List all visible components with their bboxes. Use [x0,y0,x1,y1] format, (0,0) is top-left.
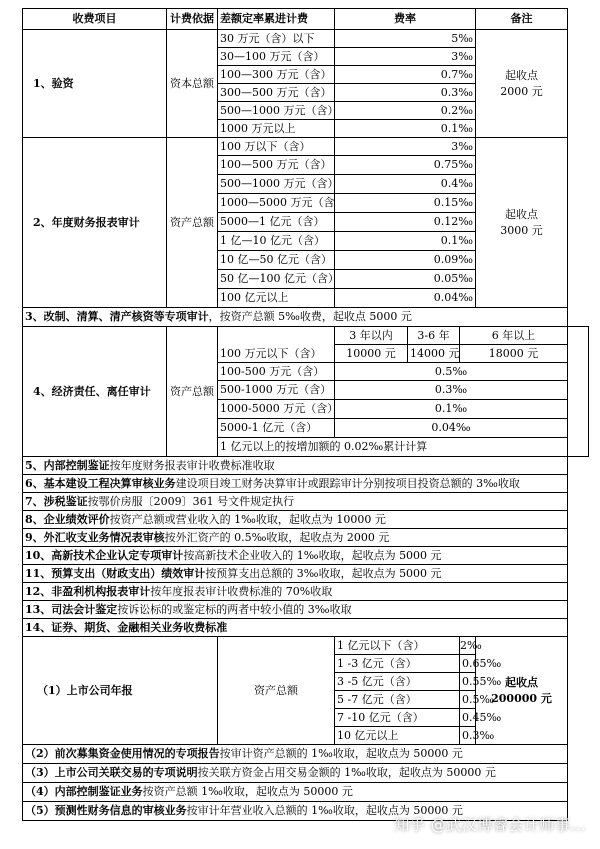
table-row [23,30,589,48]
item-title: 7、涉税鉴证 [25,494,88,508]
tier-cell: 100—500 万元（含） [218,156,335,175]
section-3-text: ，按资产总额 5‰收费，起收点 5000 元 [208,310,412,323]
tier-cell: 1000-5000 万元（含） [218,400,335,419]
tier-cell: 1 亿元以下（含） [335,637,460,655]
rate-spacer [460,709,502,727]
tier-cell: 100 万元以下（含） [218,327,335,363]
item-text: 按诉讼标的或鉴定标的两者中较小值的 3‰收取 [117,602,352,616]
table-header-row [23,9,589,30]
tier-cell: 5000-1 亿元（含） [218,419,335,438]
tier-cell: 30—100 万元（含） [218,48,335,66]
section-4-note [568,327,589,457]
rate-cell: 0.15‰ [335,194,476,213]
year-header: 6 年以上 [460,327,568,345]
item-title: 12、非盈利机构报表审计 [25,584,151,598]
year-header: 3 年以内 [335,327,408,345]
subitem-text: 按关联方资金占用交易金额的 1‰收取，起收点为 50000 元 [197,766,496,779]
rate-cell: 0.09‰ [335,251,476,270]
subitem-cell [23,783,568,802]
watermark: 知乎 @武汉博睿会计师事... [394,816,586,834]
tier-cell: 100 万以下（含） [218,138,335,156]
rate-spacer [460,691,495,709]
rate-cell: 0.75‰ [335,156,476,175]
rate-cell: 0.5‰ [462,692,495,706]
subitem-title: （4）内部控制鉴证业务 [25,785,143,798]
rate-cell: 0.2‰ [335,102,476,120]
table-row [23,619,589,637]
table-row [23,475,589,493]
item-title: 14、证券、期货、金融相关业务收费标准 [25,620,228,634]
item-title: 11、预算支出（财政支出）绩效审计 [25,566,206,580]
item-cell [23,601,568,619]
rate-cell: 3‰ [335,138,476,156]
rate-spacer [460,655,502,673]
item-cell [23,493,568,511]
tier-cell: 10 亿—50 亿元（含） [218,251,335,270]
table-row [23,583,589,601]
rate-cell: 0.3‰ [335,84,476,102]
section-4-basis: 资产总额 [167,327,218,457]
section-1-basis: 资本总额 [167,30,218,138]
tier-cell: 100-500 万元（含） [218,363,335,381]
s14-title: （1）上市公司年报 [23,637,218,745]
table-row [23,601,589,619]
rate-spacer [460,637,482,655]
table-row [23,745,589,764]
table-row [23,511,589,529]
subitem-text: 按审计年营业收入总额的 1‰收取，起收点为 50000 元 [186,804,463,817]
item-title: 9、外汇收支业务情况表审核 [25,530,165,544]
fee-schedule-table [22,8,589,821]
tier-cell: 1000—5000 万元（含 [218,194,335,213]
header-rate: 费率 [335,9,476,30]
section-2-basis: 资产总额 [167,138,218,308]
min-value: 2000 元 [500,84,543,98]
item-cell [23,529,568,547]
rate-cell: 0.12‰ [335,213,476,232]
header-item: 收费项目 [23,9,167,30]
rate-cell: 0.1‰ [335,232,476,251]
tier-cell: 3 -5 亿元（含） [335,673,460,691]
table-row [23,327,589,345]
rate-cell: 3‰ [335,48,476,66]
rate-cell: 0.45‰ [462,710,502,724]
rate-cell: 0.7‰ [335,66,476,84]
rate-spacer [460,727,495,745]
rate-cell: 0.1‰ [335,400,568,419]
table-row [23,529,589,547]
fee-cell: 18000 元 [460,345,568,363]
tier-cell: 500—1000 万元（含） [218,102,335,120]
tier-cell: 1000 万元以上 [218,120,335,138]
tier-cell: 100—300 万元（含） [218,66,335,84]
subitem-title: （5）预测性财务信息的审核业务 [25,804,187,817]
item-text: 按预算支出总额的 3‰收取，起收点为 5000 元 [205,566,442,580]
rate-cell: 0.1‰ [335,120,476,138]
tier-cell: 5000—1 亿元（含） [218,213,335,232]
subitem-cell [23,745,568,764]
rate-cell: 0.3‰ [335,381,568,400]
section-3-cell [23,308,568,327]
s14-basis: 资产总额 [218,637,335,745]
tier-cell: 500—1000 万元（含） [218,175,335,194]
tier-cell: 30 万元（含）以下 [218,30,335,48]
item-cell [23,565,568,583]
table-row [23,457,589,475]
tier-cell: 300—500 万元（含） [218,84,335,102]
table-row [23,565,589,583]
item-cell [23,547,568,565]
rate-cell: 0.55‰ [462,674,502,688]
rate-cell: 0.05‰ [335,270,476,289]
item-title: 8、企业绩效评价 [25,512,110,526]
section-1-min [476,30,568,138]
min-label: 起收点 [505,675,538,689]
item-title: 5、内部控制鉴证 [25,458,110,472]
tier-cell: 50 亿—100 亿元（含） [218,270,335,289]
over-cell: 1 亿元以上的按增加额的 0.02‰累计计算 [218,438,568,457]
section-1-title: 1、验资 [23,30,167,138]
tier-cell: 100 亿元以上 [218,289,335,308]
rate-cell: 0.65‰ [462,656,502,670]
table-row [23,764,589,783]
min-value: 3000 元 [500,223,543,237]
item-title: 13、司法会计鉴定 [25,602,118,616]
year-header: 3-6 年 [408,327,460,345]
table-row [23,783,589,802]
item-cell [23,457,568,475]
min-label: 起收点 [505,207,538,221]
item-text: 建设项目竣工财务决算审计或跟踪审计分别按项目投资总额的 3‰收取 [175,476,520,490]
section-2-min [476,138,568,308]
item-text: 按高新技术企业收入的 1‰收取，起收点为 5000 元 [183,548,442,562]
item-title: 10、高新技术企业认定专项审计 [25,548,184,562]
table-row [23,138,589,156]
table-row [23,493,589,511]
subitem-title: （3）上市公司关联交易的专项说明 [25,766,198,779]
rate-cell: 0.4‰ [335,175,476,194]
item-text: 按鄂价房服〔2009〕361 号文件规定执行 [87,494,295,508]
rate-cell: 5‰ [335,30,476,48]
item-text: 按年度报表审计收费标准的 70%收取 [150,584,333,598]
rate-cell: 0.04‰ [335,419,568,438]
tier-cell: 10 亿元以上 [335,727,460,745]
subitem-title: （2）前次募集资金使用情况的专项报告 [25,747,220,760]
tier-cell: 500-1000 万元（含） [218,381,335,400]
item-title: 6、基本建设工程决算审核业务 [25,476,176,490]
item-cell [23,619,568,637]
table-row [23,637,589,655]
section-4-title: 4、经济责任、离任审计 [23,327,167,457]
subitem-cell [23,764,568,783]
item-cell [23,583,568,601]
header-note: 备注 [476,9,568,30]
table-row [23,547,589,565]
min-label: 起收点 [505,68,538,82]
tier-cell: 1 亿—10 亿元（含） [218,232,335,251]
fee-cell: 10000 元 [335,345,408,363]
min-value: 200000 元 [491,691,552,705]
table-row [23,308,589,327]
tier-cell: 7 -10 亿元（含） [335,709,460,727]
header-basis: 计费依据 [167,9,218,30]
subitem-text: 按资产总额 1‰收取，起收点为 50000 元 [142,785,353,798]
tier-cell: 5 -7 亿元（含） [335,691,460,709]
subitem-text: 按审计资产总额的 1‰收取，起收点为 50000 元 [219,747,463,760]
rate-cell: 0.3‰ [462,728,495,742]
section-2-title: 2、年度财务报表审计 [23,138,167,308]
item-text: 按资产总额或营业收入的 1‰收取，起收点为 10000 元 [109,512,386,526]
rate-spacer [460,673,502,691]
fee-cell: 14000 元 [408,345,460,363]
item-cell [23,475,568,493]
rate-cell: 0.04‰ [335,289,476,308]
item-text: 按外汇资产的 0.5‰收取，起收点为 2000 元 [164,530,390,544]
header-tier: 差额定率累进计费 [218,9,335,30]
item-cell [23,511,568,529]
tier-cell: 1 -3 亿元（含） [335,655,460,673]
item-text: 按年度财务报表审计收费标准收取 [109,458,275,472]
section-3-title: 3、改制、清算、清产核资等专项审计 [25,310,209,323]
rate-cell: 2‰ [460,638,482,652]
rate-cell: 0.5‰ [335,363,568,381]
